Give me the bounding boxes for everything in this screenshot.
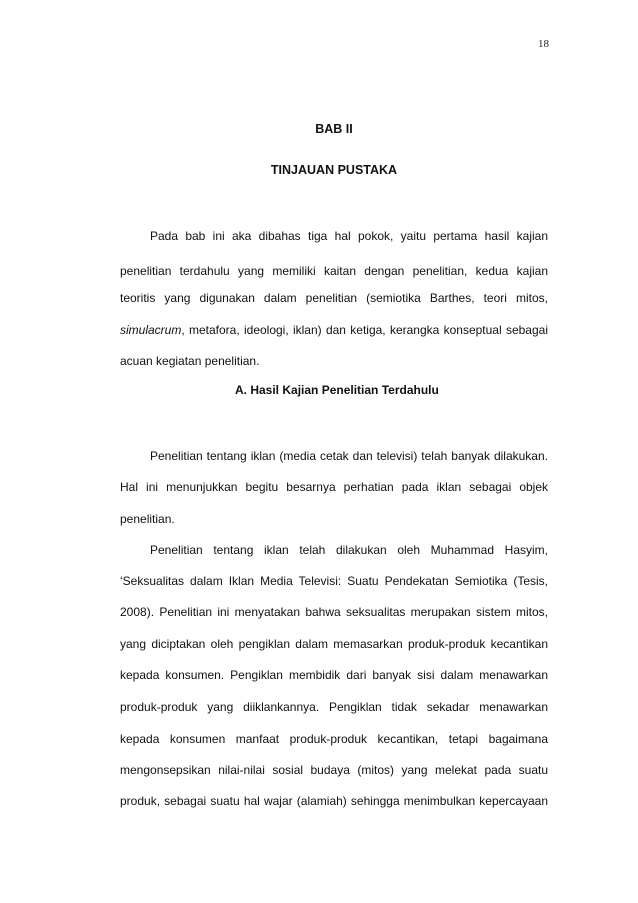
section-heading-a: A. Hasil Kajian Penelitian Terdahulu — [235, 383, 439, 397]
page-number: 18 — [538, 38, 549, 50]
para2-line-9: produk, sebagai suatu hal wajar (alamiah) sehingga menimbulkan kepercayaan — [120, 794, 548, 808]
para2-line-2: ‘Seksualitas dalam Iklan Media Televisi: Suatu Pendekatan Semiotika (Tesis, — [120, 574, 548, 588]
para2-line-6: produk-produk yang diiklankannya. Pengiklan tidak sekadar menawarkan — [120, 700, 548, 714]
intro-line-3: teoritis yang digunakan dalam penelitian (semiotika Barthes, teori mitos, — [120, 291, 548, 305]
para1-line-2: Hal ini menunjukkan begitu besarnya perhatian pada iklan sebagai objek — [120, 480, 548, 494]
chapter-title: TINJAUAN PUSTAKA — [270, 163, 398, 177]
para2-line-4: yang diciptakan oleh pengiklan dalam memasarkan produk-produk kecantikan — [120, 637, 548, 651]
intro-line-5: acuan kegiatan penelitian. — [120, 354, 260, 368]
intro-line-1: Pada bab ini aka dibahas tiga hal pokok, yaitu pertama hasil kajian — [150, 229, 548, 243]
para2-line-8: mengonsepsikan nilai-nilai sosial budaya (mitos) yang melekat pada suatu — [120, 763, 548, 777]
para1-line-1: Penelitian tentang iklan (media cetak dan televisi) telah banyak dilakukan. — [150, 449, 548, 463]
intro-line-4 — [120, 323, 548, 337]
chapter-number: BAB II — [315, 122, 353, 136]
para2-line-7: kepada konsumen manfaat produk-produk kecantikan, tetapi bagaimana — [120, 732, 548, 746]
para2-line-1: Penelitian tentang iklan telah dilakukan oleh Muhammad Hasyim, — [150, 543, 548, 557]
para1-line-3: penelitian. — [120, 512, 175, 526]
para2-line-3: 2008). Penelitian ini menyatakan bahwa seksualitas merupakan sistem mitos, — [120, 605, 548, 619]
simulacrum-term: simulacrum — [120, 323, 182, 337]
intro-line-2: penelitian terdahulu yang memiliki kaitan dengan penelitian, kedua kajian — [120, 264, 548, 278]
intro-line-4-rest: , metafora, ideologi, iklan) dan ketiga, kerangka konseptual sebagai — [181, 323, 548, 337]
para2-line-5: kepada konsumen. Pengiklan membidik dari banyak sisi dalam menawarkan — [120, 668, 548, 682]
